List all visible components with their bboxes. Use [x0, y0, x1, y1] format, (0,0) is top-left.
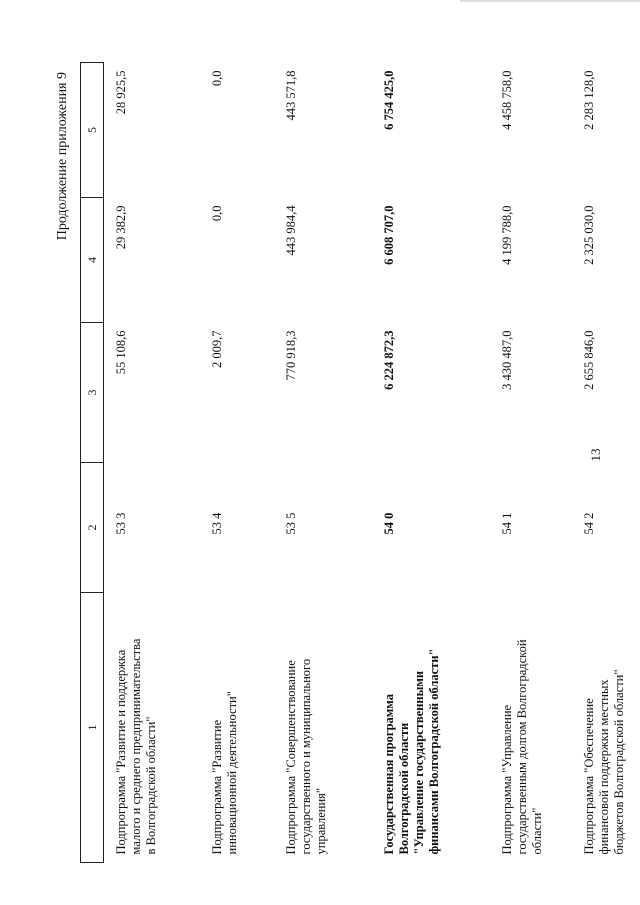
column-header-3: 3 [81, 323, 104, 463]
table-row [200, 63, 274, 863]
program-name-line: инновационной деятельности" [224, 691, 239, 855]
table-row [490, 63, 572, 863]
value-col3-cell: 3 430 487,0 [499, 330, 514, 390]
value-col4-cell: 29 382,9 [114, 205, 128, 250]
header-row [81, 63, 104, 863]
value-col5-cell: 443 571,8 [283, 70, 298, 121]
table-row [274, 63, 372, 863]
program-name-line: бюджетов Волгоградской области" [611, 669, 626, 855]
value-col5-cell: 4 458 758,0 [499, 70, 514, 130]
table-row [372, 63, 490, 863]
value-col4-cell: 4 199 788,0 [499, 205, 514, 265]
program-name-line: Подпрограмма "Управление [499, 704, 514, 855]
budget-table [80, 62, 640, 863]
program-name-line: Подпрограмма "Развитие и поддержка [114, 649, 128, 855]
program-name-line: Волгоградской области [396, 722, 411, 855]
program-name-line: Подпрограмма "Развитие [209, 719, 224, 855]
continuation-label: Продолжение приложения 9 [55, 72, 70, 241]
table-row [104, 63, 200, 863]
program-code-cell: 53 3 [114, 512, 128, 535]
program-name-line: Подпрограмма "Совершенствование [283, 660, 298, 855]
column-header-1: 1 [81, 593, 104, 863]
program-name-line: управления" [313, 788, 328, 855]
column-header-2: 2 [81, 463, 104, 593]
page-number: 13 [588, 448, 603, 462]
program-code-cell: 54 2 [581, 512, 596, 535]
program-name-line: финансами Волгоградской области" [426, 648, 441, 855]
program-name-cell [104, 593, 200, 863]
program-name-cell [372, 593, 490, 863]
program-name-line: государственным долгом Волгоградской [514, 639, 529, 855]
value-col5-cell: 28 925,5 [114, 70, 128, 115]
column-header-4: 4 [81, 198, 104, 323]
program-name-cell [274, 593, 372, 863]
value-col3-cell: 2 009,7 [209, 330, 224, 368]
value-col4-cell: 0,0 [209, 205, 224, 222]
value-col4-cell: 6 608 707,0 [381, 205, 396, 265]
column-header-5: 5 [81, 63, 104, 198]
program-name-line: финансовой поддержки местных [596, 679, 611, 855]
table-row [572, 63, 640, 863]
value-col3-cell: 55 108,6 [114, 330, 128, 375]
program-name-cell [490, 593, 572, 863]
program-name-line: Подпрограмма "Обеспечение [581, 698, 596, 855]
program-name-line: в Волгоградской области" [144, 716, 158, 855]
table-body [104, 63, 640, 863]
program-code-cell: 53 4 [209, 512, 224, 535]
value-col4-cell: 443 984,4 [283, 205, 298, 256]
program-name-line: государственного и муниципального [298, 658, 313, 855]
program-name-line: малого и среднего предпринимательства [129, 638, 143, 855]
value-col3-cell: 2 655 846,0 [581, 330, 596, 390]
program-name-line: Государственная программа [381, 694, 396, 855]
program-code-cell: 53 5 [283, 512, 298, 535]
value-col5-cell: 2 283 128,0 [581, 70, 596, 130]
program-name-line: области" [529, 807, 544, 855]
program-name-cell [572, 593, 640, 863]
value-col4-cell: 2 325 030,0 [581, 205, 596, 265]
value-col5-cell: 6 754 425,0 [381, 70, 396, 130]
program-code-cell: 54 0 [381, 512, 396, 535]
program-name-line: "Управление государственными [411, 670, 426, 855]
program-name-cell [200, 593, 274, 863]
value-col3-cell: 6 224 872,3 [381, 330, 396, 390]
table-header [81, 63, 104, 863]
program-code-cell: 54 1 [499, 512, 514, 535]
value-col3-cell: 770 918,3 [283, 330, 298, 381]
value-col5-cell: 0,0 [209, 70, 224, 87]
